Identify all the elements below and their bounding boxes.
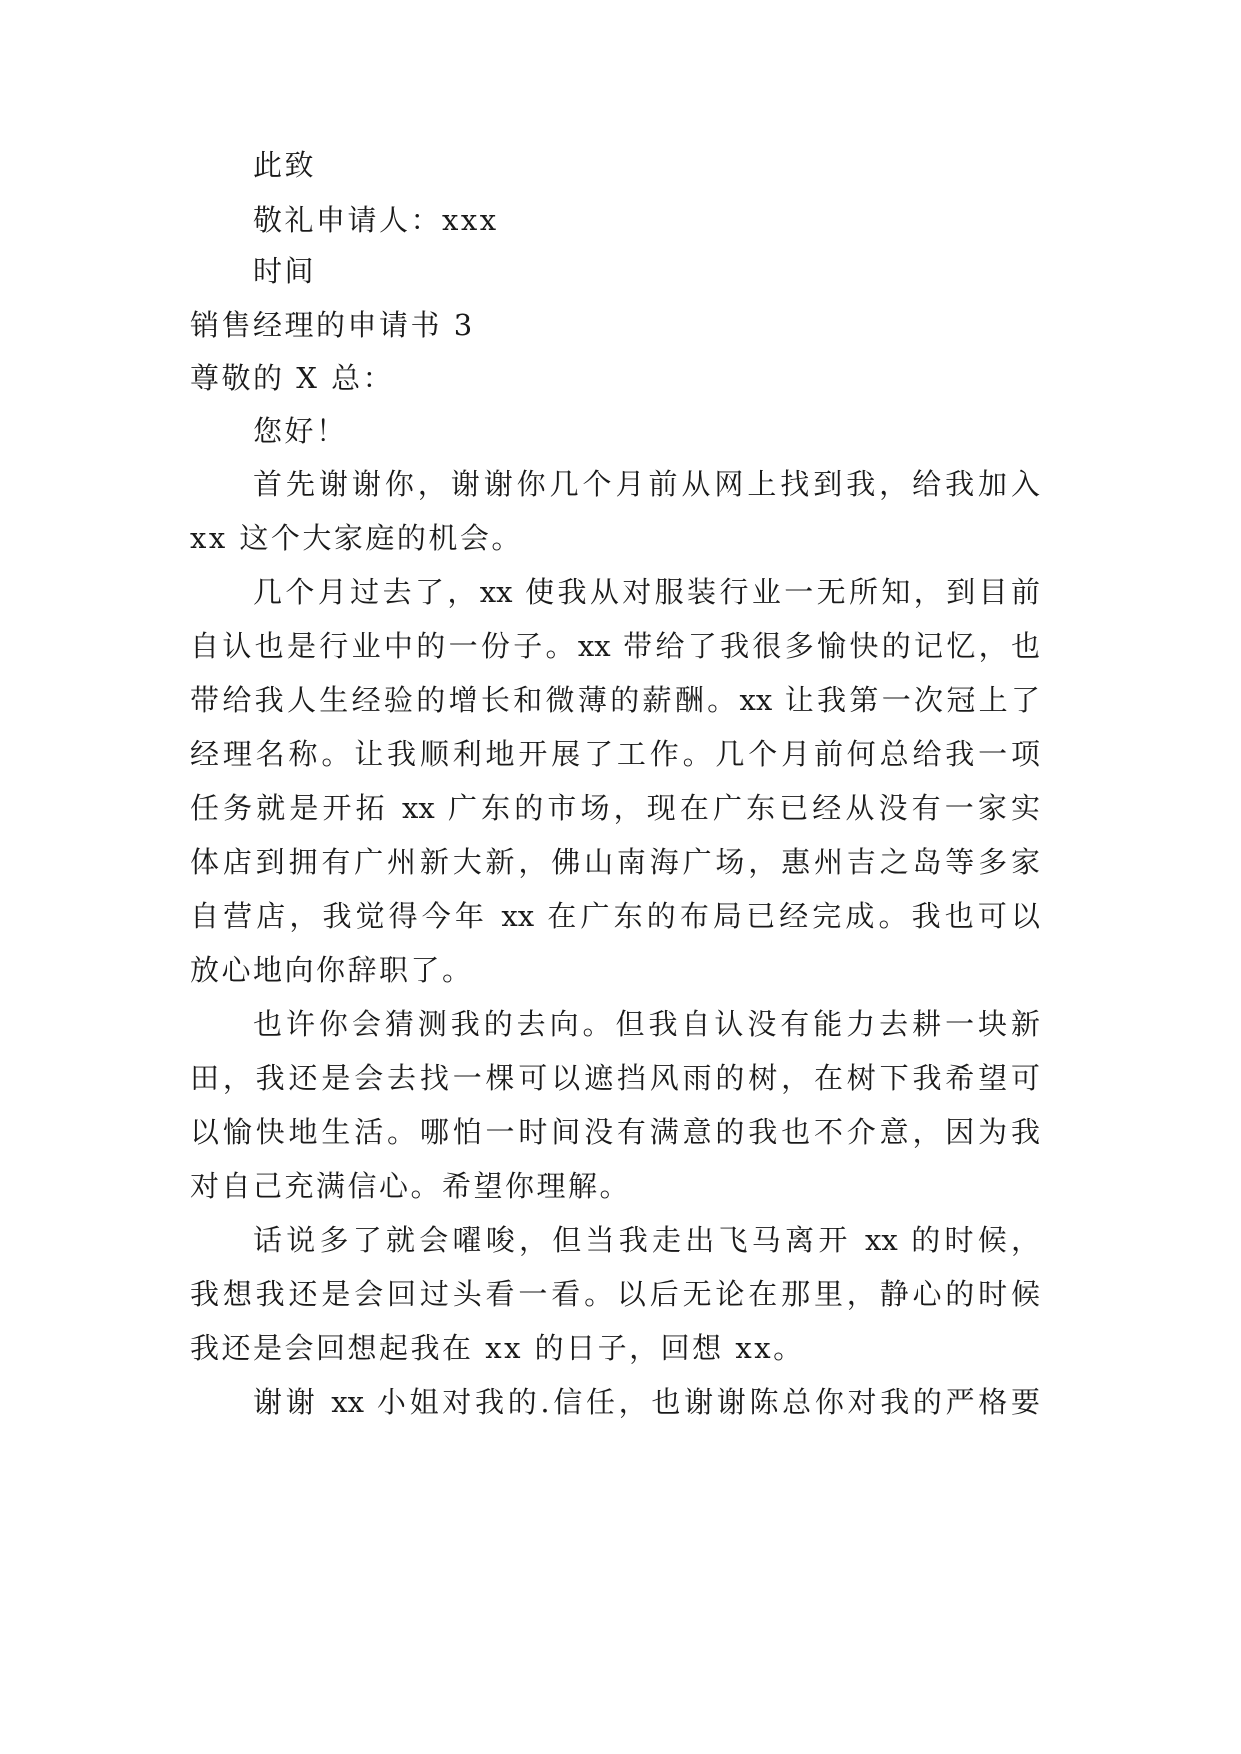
paragraph-line: 放心地向你辞职了。 (190, 953, 474, 987)
greeting: 您好！ (253, 414, 348, 448)
paragraph-line: 几个月过去了，xx 使我从对服装行业一无所知，到目前 (253, 575, 1040, 609)
paragraph-line: 我还是会回想起我在 xx 的日子，回想 xx。 (190, 1331, 805, 1365)
closing-line: 此致 (253, 148, 317, 182)
paragraph-line: 自营店，我觉得今年 xx 在广东的布局已经完成。我也可以 (190, 899, 1040, 933)
salutation: 尊敬的 X 总： (190, 361, 395, 395)
paragraph-line: 对自己充满信心。希望你理解。 (190, 1169, 632, 1203)
paragraph-line: 首先谢谢你，谢谢你几个月前从网上找到我，给我加入 (253, 467, 1040, 501)
paragraph-line: 田，我还是会去找一棵可以遮挡风雨的树，在树下我希望可 (190, 1061, 1040, 1095)
paragraph-line: 我想我还是会回过头看一看。以后无论在那里，静心的时候 (190, 1277, 1040, 1311)
paragraph-line: xx 这个大家庭的机会。 (190, 521, 523, 555)
paragraph-line: 带给我人生经验的增长和微薄的薪酬。xx 让我第一次冠上了 (190, 683, 1040, 717)
paragraph-line: 也许你会猜测我的去向。但我自认没有能力去耕一块新 (253, 1007, 1040, 1041)
paragraph-line: 任务就是开拓 xx 广东的市场，现在广东已经从没有一家实 (190, 791, 1040, 825)
closing-line: 敬礼申请人：xxx (253, 203, 499, 237)
closing-line: 时间 (253, 254, 317, 288)
paragraph-line: 体店到拥有广州新大新，佛山南海广场，惠州吉之岛等多家 (190, 845, 1040, 879)
paragraph-line: 以愉快地生活。哪怕一时间没有满意的我也不介意，因为我 (190, 1115, 1040, 1149)
document-title: 销售经理的申请书 3 (190, 308, 475, 342)
paragraph-line: 谢谢 xx 小姐对我的.信任，也谢谢陈总你对我的严格要 (253, 1385, 1040, 1419)
paragraph-line: 话说多了就会嚁唆，但当我走出飞马离开 xx 的时候， (253, 1223, 1040, 1257)
paragraph-line: 自认也是行业中的一份子。xx 带给了我很多愉快的记忆，也 (190, 629, 1040, 663)
paragraph-line: 经理名称。让我顺利地开展了工作。几个月前何总给我一项 (190, 737, 1040, 771)
